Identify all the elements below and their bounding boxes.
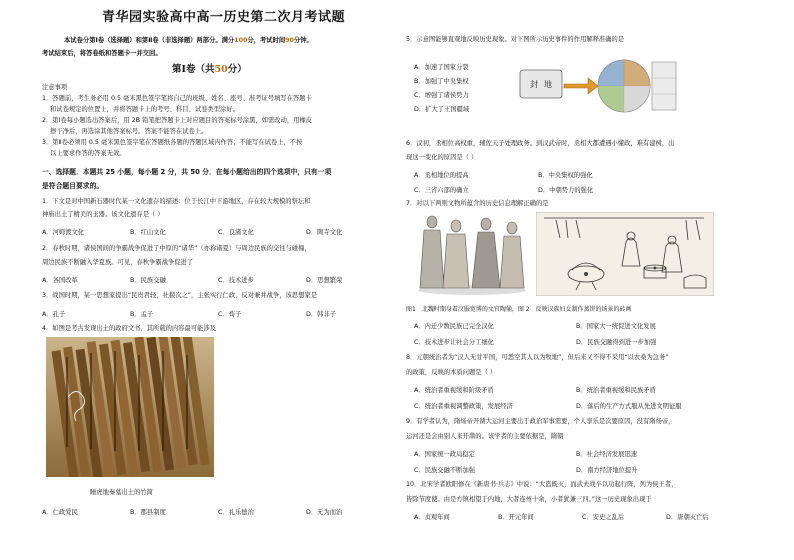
q1-option-b[interactable]: B．红山文化	[130, 229, 166, 236]
q1-stem: 神庙出土了精美的玉器。该文化遗存是（ ）	[42, 211, 164, 218]
note-line: 和试卷规定的位置上，并将答题卡上的考号、科目、试卷类型涂好。	[50, 106, 239, 113]
intro-line-2: 考试结束后，将答卷纸和答题卡一并交回。	[42, 50, 162, 57]
q6-option-d[interactable]: D．中朝势力的强化	[538, 187, 594, 194]
q3-option-b[interactable]: B．孟子	[130, 311, 154, 318]
q10-option-c[interactable]: C．安史之乱后	[582, 514, 625, 521]
q1-stem: 1．下文是对中国新石器时代某一文化遗存的描述：位于长江中下游地区，存在较大规模的祭坛和	[42, 198, 311, 205]
intro-text-c: 分钟。	[293, 37, 313, 44]
notes-head: 注意事项	[42, 84, 68, 91]
q1-option-d[interactable]: D．陶寺文化	[306, 229, 343, 236]
northern-wei-figurines-image	[414, 212, 530, 296]
intro-line-1	[64, 37, 313, 45]
q5-option-c[interactable]: C．增强了诸侯势力	[414, 92, 469, 99]
section-title-prefix: 第Ⅰ卷（共	[172, 64, 215, 75]
note-line: 擦干净后，再选涂其他答案标号。答案不能答在试卷上。	[50, 128, 208, 135]
q6-stem: 现这一变化的原因是（ ）	[406, 154, 478, 161]
q2-option-c[interactable]: C．技术进步	[218, 277, 254, 284]
q8-option-d[interactable]: D．落后的生产方式服从先进文明征服	[576, 403, 682, 410]
section-title	[172, 66, 247, 74]
q6-option-b[interactable]: B．中央集权的强化	[538, 172, 593, 179]
q2-stem: 2．春秋时期，诸侯国间的争霸战争促进了中原的“诸华”（亦称诸夏）与周边民族的交往与碰撞，	[42, 245, 311, 252]
q9-option-b[interactable]: B．社会经济发展迅速	[576, 451, 637, 458]
q8-stem: 的政策，反映的本质问题是（ ）	[406, 369, 497, 376]
q6-option-a[interactable]: A．丞相地位的提高	[414, 172, 469, 179]
q5-figure-label: 封	[530, 80, 538, 89]
q2-option-d[interactable]: D．思想繁荣	[306, 277, 343, 284]
q1-option-a[interactable]: A．河姆渡文化	[42, 229, 85, 236]
intro-text-a: 本试卷分第Ⅰ卷（选择题）和第Ⅱ卷（非选择题）两部分。满分	[64, 37, 235, 44]
section-score: 50	[214, 64, 228, 75]
q10-option-b[interactable]: B．开元年间	[498, 514, 534, 521]
note-line: 1．答题前，考生务必用 0.5 毫米黑色签字笔将自己的班级、姓名、座号、准考证号填写在答题卡	[42, 95, 312, 102]
q8-option-a[interactable]: A．统治者重视缓和阶级矛盾	[414, 387, 494, 394]
note-line: 以上要求作答的答案无效。	[50, 150, 126, 157]
mc-instruction: 是符合题目要求的。	[42, 182, 104, 190]
q4-stem: 4．如图是考古发现出土的政府文书，其所载的内容最可能涉及	[42, 325, 217, 332]
q2-option-b[interactable]: B．民族交融	[130, 277, 166, 284]
enfeoffment-diagram	[518, 56, 678, 116]
note-line: 2．第Ⅰ卷每小题选出答案后，用 2B 铅笔把答题卡上对应题目的答案标号涂黑，如需改动，用橡皮	[42, 117, 313, 124]
q7-option-a[interactable]: A．内迁少数民族已完全汉化	[414, 323, 494, 330]
q10-stem: 皆除节度使。由是方镇相望于内地，大者连州十余，小者犹兼三四。”这一历史现象出现于	[406, 496, 652, 503]
q5-figure-label: 地	[544, 80, 552, 89]
bamboo-slips-image	[46, 337, 214, 477]
exam-title: 青华园实验高中高一历史第二次月考试题	[102, 10, 346, 25]
q3-option-a[interactable]: A．孔子	[42, 311, 66, 318]
q7-option-b[interactable]: B．国家大一统促进文化发展	[576, 323, 656, 330]
q4-option-d[interactable]: D．无为而治	[306, 509, 343, 516]
q3-option-c[interactable]: C．荀子	[218, 311, 242, 318]
bamboo-slips-photo	[46, 337, 214, 477]
q8-stem: 8．元朝统治者为“汉人无甘平国，可悉空其人以为牧地”，但后来又不得不采用“以农桑为急务”	[406, 354, 669, 361]
section-title-suffix: 分）	[227, 64, 247, 75]
q7-stem: 7．对以下两则文物所蕴含的历史信息理解正确的是	[406, 200, 549, 207]
q7-figure-1	[414, 212, 530, 296]
q7-figure-caption: 图1 北魏时期身着汉服宽博的文官陶俑，图 2 反映汉族妇女制作蒸饼的场景的砖画	[406, 306, 632, 313]
q5-option-d[interactable]: D．扩大了王国疆域	[414, 106, 470, 113]
q4-figure-caption: 睡虎地秦墓出土的竹简	[90, 489, 153, 496]
exam-time: 90	[285, 37, 294, 44]
q5-option-a[interactable]: A．加速了国家分裂	[414, 64, 469, 71]
q5-stem: 5．示意图能够直观地反映历史现象。对下图所示历史事件的作用解释准确的是	[406, 36, 625, 43]
q9-stem: 运河还是会由别人来开凿的。该学者的主要依据是，隋朝	[406, 433, 564, 440]
q4-option-b[interactable]: B．郡县制度	[130, 509, 166, 516]
q10-stem: 10．北宋学者欧阳修在《新唐书·兵志》中说：“大盗既灭，而武夫战卒以功起行阵，列为侯王者，	[406, 481, 678, 488]
han-women-steamed-bread-mural-image	[536, 212, 714, 296]
q7-option-c[interactable]: C．技术进步让社会分工细化	[414, 339, 494, 346]
q9-option-a[interactable]: A．国家统一政局稳定	[414, 451, 475, 458]
q8-option-c[interactable]: C．统治者重视调整政策，发展经济	[414, 403, 513, 410]
q5-diagram	[518, 56, 678, 116]
q3-option-d[interactable]: D．韩非子	[306, 311, 337, 318]
full-score: 100	[234, 37, 248, 44]
q6-stem: 6．汉初，丞相位高权重，辅佐天子处理政务。到汉武帝时，丞相大都遭遇小懂政，难有建树，出	[406, 140, 675, 147]
q7-option-d[interactable]: D．民族交融得到进一步加强	[576, 339, 657, 346]
q4-option-c[interactable]: C．礼乐德治	[218, 509, 254, 516]
q2-stem: 周边民族不断融入华夏族。可见，春秋争霸战争促进了	[42, 259, 194, 266]
q5-option-b[interactable]: B．加强了中央集权	[414, 78, 469, 85]
intro-text-b: 分，考试时间	[247, 37, 286, 44]
note-line: 3．第Ⅱ卷必须用 0.5 毫米黑色签字笔在答题纸各题的答题区域内作答；不能写在试卷上，不按	[42, 139, 303, 146]
q3-stem: 3．战国时期，某一思想家提出“民贵君轻，社稷次之”，主张实行仁政，反对兼并战争，该思想家是	[42, 292, 317, 299]
q8-option-b[interactable]: B．统治者重视缓和民族矛盾	[576, 387, 656, 394]
mc-instruction: 一、选择题．本题共 25 小题，每小题 2 分，共 50 分．在每小题给出的四个选项中，只有一项	[42, 168, 332, 176]
q2-option-a[interactable]: A．各国改革	[42, 277, 78, 284]
q6-option-c[interactable]: C．三省六部的确立	[414, 187, 469, 194]
q7-figure-2	[536, 212, 714, 296]
q4-option-a[interactable]: A．仁政爱民	[42, 509, 78, 516]
q1-option-c[interactable]: C．良渚文化	[218, 229, 254, 236]
q9-option-d[interactable]: D．南方经济地位提升	[576, 467, 638, 474]
q9-stem: 9．有学者认为，隋炀帝开凿大运河主要出于政治军事需要，个人享乐是次要原因，没有隋炀帝，	[406, 418, 675, 425]
q10-option-d[interactable]: D．唐朝灭亡后	[666, 514, 709, 521]
q9-option-c[interactable]: C．民族交融不断加强	[414, 467, 476, 474]
q10-option-a[interactable]: A．贞观年间	[414, 514, 450, 521]
